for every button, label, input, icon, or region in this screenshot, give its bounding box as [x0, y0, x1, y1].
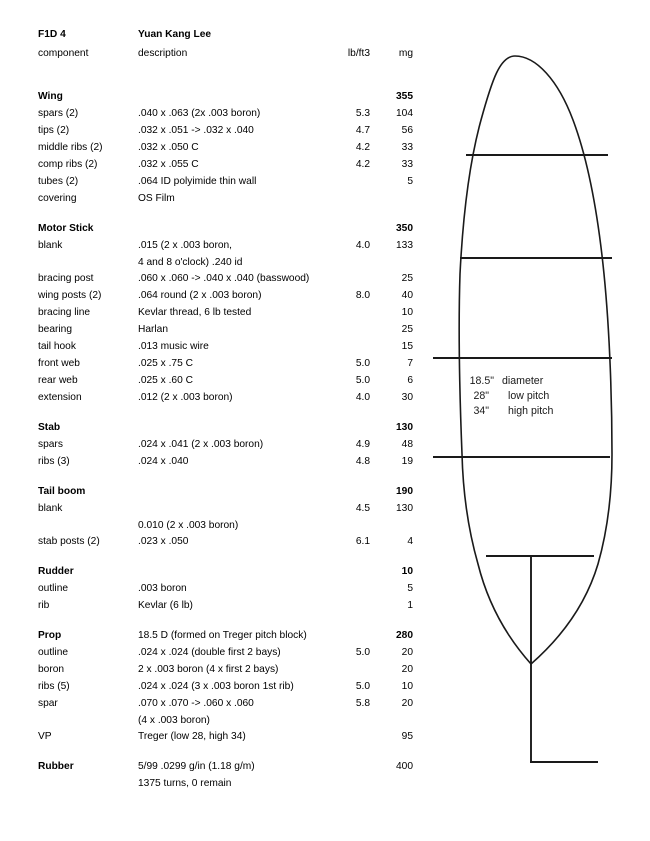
row-density [330, 194, 370, 211]
row-mass: 33 [401, 142, 413, 153]
row-density: 5.0 [355, 681, 370, 692]
section-name: Prop [38, 630, 62, 641]
table-row [38, 457, 413, 474]
row-mass: 20 [401, 664, 413, 675]
row-density: 4.8 [355, 456, 370, 467]
section-spacer [38, 554, 413, 567]
row-component: blank [38, 240, 63, 251]
section-description [138, 224, 330, 241]
row-density: 4.2 [355, 159, 370, 170]
row-mass: 10 [401, 681, 413, 692]
row-density: 5.8 [355, 698, 370, 709]
row-mass [370, 258, 413, 274]
table-row-continuation [38, 258, 413, 274]
row-component: front web [38, 358, 80, 369]
section-description [138, 487, 330, 504]
row-description: OS Film [138, 193, 175, 204]
row-component: extension [38, 392, 82, 403]
table-row [38, 109, 413, 126]
row-density: 6.1 [355, 536, 370, 547]
section-total-mass: 190 [396, 486, 413, 497]
spacer-cell [138, 474, 330, 487]
section-spacer [38, 79, 413, 92]
section-name: Stab [38, 422, 61, 433]
row-density: 4.7 [355, 125, 370, 136]
row-mass [370, 716, 413, 732]
row-description: 2 x .003 boron (4 x first 2 bays) [138, 664, 279, 675]
row-description: 0.010 (2 x .003 boron) [138, 520, 239, 531]
section-total-mass: 355 [396, 91, 413, 102]
row-mass: 10 [401, 307, 413, 318]
row-description: Kevlar (6 lb) [138, 600, 193, 611]
spacer-cell [330, 474, 370, 487]
section-density [330, 567, 370, 584]
row-mass: 130 [396, 503, 413, 514]
spacer-cell [330, 211, 370, 224]
row-component: tubes (2) [38, 176, 79, 187]
table-row [38, 665, 413, 682]
prop-annotation-label-0: diameter [502, 375, 544, 387]
row-density [330, 258, 370, 274]
row-mass: 48 [401, 439, 413, 450]
title-spacer-mass [370, 30, 413, 49]
row-component: blank [38, 503, 63, 514]
table-row [38, 160, 413, 177]
table-row [38, 291, 413, 308]
row-density [330, 308, 370, 325]
table-row [38, 342, 413, 359]
prop-annotation-label-1: low pitch [508, 390, 550, 402]
document-title-row [38, 30, 413, 49]
row-mass: 15 [401, 341, 413, 352]
row-mass: 133 [396, 240, 413, 251]
row-density: 5.0 [355, 375, 370, 386]
row-component [38, 716, 138, 732]
table-row [38, 537, 413, 554]
row-component: comp ribs (2) [38, 159, 98, 170]
row-mass [370, 779, 413, 795]
section-description [138, 567, 330, 584]
row-description: .024 x .041 (2 x .003 boron) [138, 439, 264, 450]
row-description: .024 x .040 [138, 456, 189, 467]
table-row [38, 194, 413, 211]
specification-sheet [38, 30, 413, 795]
row-component: spar [38, 698, 58, 709]
row-mass: 19 [401, 456, 413, 467]
row-mass: 5 [407, 583, 413, 594]
row-density: 5.0 [355, 647, 370, 658]
row-description: .013 music wire [138, 341, 209, 352]
table-row [38, 584, 413, 601]
row-description: (4 x .003 boron) [138, 715, 210, 726]
table-row [38, 241, 413, 258]
blade-outline-path [459, 56, 612, 664]
row-mass: 95 [401, 731, 413, 742]
row-mass [370, 521, 413, 537]
row-component: wing posts (2) [38, 290, 102, 301]
table-row [38, 732, 413, 749]
row-mass: 40 [401, 290, 413, 301]
table-row [38, 177, 413, 194]
section-total-mass: 400 [396, 761, 413, 772]
table-row [38, 504, 413, 521]
section-name: Wing [38, 91, 63, 102]
document-author: Yuan Kang Lee [138, 29, 212, 40]
row-mass: 104 [396, 108, 413, 119]
prop-annotation-value-0: 18.5" [469, 375, 494, 387]
column-header-row [38, 49, 413, 79]
row-description: .064 ID polyimide thin wall [138, 176, 257, 187]
row-description: .040 x .063 (2x .003 boron) [138, 108, 261, 119]
row-mass: 25 [401, 273, 413, 284]
column-header-density: lb/ft3 [347, 48, 370, 59]
row-description [138, 504, 330, 521]
table-row-continuation [38, 716, 413, 732]
row-mass: 6 [407, 375, 413, 386]
row-description: .070 x .070 -> .060 x .060 [138, 698, 254, 709]
row-description: .023 x .050 [138, 536, 189, 547]
row-component: rear web [38, 375, 78, 386]
column-header-description: description [138, 48, 188, 59]
spacer-cell [330, 410, 370, 423]
row-mass: 30 [401, 392, 413, 403]
spacer-cell [330, 749, 370, 762]
column-header-component: component [38, 48, 89, 59]
row-component: spars (2) [38, 108, 79, 119]
prop-annotation-value-2: 34" [473, 405, 489, 417]
propeller-blade-drawing [418, 24, 638, 784]
row-component: ribs (3) [38, 456, 70, 467]
section-density [330, 631, 370, 648]
table-row [38, 393, 413, 410]
section-density [330, 423, 370, 440]
row-component: outline [38, 647, 69, 658]
row-density [330, 732, 370, 749]
table-row [38, 601, 413, 618]
row-description: .024 x .024 (double first 2 bays) [138, 647, 281, 658]
row-component: bearing [38, 324, 72, 335]
row-description: .003 boron [138, 583, 187, 594]
section-header-row [38, 567, 413, 584]
row-description: .012 (2 x .003 boron) [138, 392, 233, 403]
table-row [38, 440, 413, 457]
spacer-cell [138, 410, 330, 423]
row-component [38, 779, 138, 795]
section-total-mass: 350 [396, 223, 413, 234]
table-row [38, 648, 413, 665]
row-component: bracing line [38, 307, 91, 318]
section-header-row [38, 92, 413, 109]
table-row [38, 359, 413, 376]
row-mass: 7 [407, 358, 413, 369]
table-row [38, 682, 413, 699]
row-component [38, 258, 138, 274]
table-row [38, 376, 413, 393]
spacer-cell [330, 618, 370, 631]
section-spacer [38, 474, 413, 487]
row-mass: 20 [401, 647, 413, 658]
row-mass: 33 [401, 159, 413, 170]
row-description: 1375 turns, 0 remain [138, 778, 232, 789]
row-component: middle ribs (2) [38, 142, 103, 153]
row-component: rib [38, 600, 50, 611]
row-description: .025 x .75 C [138, 358, 193, 369]
section-total-mass: 130 [396, 422, 413, 433]
row-density: 4.0 [355, 392, 370, 403]
row-density: 5.3 [355, 108, 370, 119]
spacer-cell [330, 79, 370, 92]
section-density [330, 92, 370, 109]
row-density: 5.0 [355, 358, 370, 369]
spacer-cell [138, 79, 330, 92]
row-density [330, 342, 370, 359]
section-spacer [38, 410, 413, 423]
row-component: bracing post [38, 273, 94, 284]
row-description: Kevlar thread, 6 lb tested [138, 307, 252, 318]
row-description: .015 (2 x .003 boron, [138, 240, 233, 251]
row-component: tail hook [38, 341, 76, 352]
row-density [330, 177, 370, 194]
row-component [38, 521, 138, 537]
section-name: Tail boom [38, 486, 86, 497]
table-row [38, 325, 413, 342]
row-density: 4.5 [355, 503, 370, 514]
section-density [330, 487, 370, 504]
row-component: stab posts (2) [38, 536, 100, 547]
spacer-cell [138, 211, 330, 224]
row-density [330, 584, 370, 601]
spacer-cell [138, 554, 330, 567]
row-component: ribs (5) [38, 681, 70, 692]
section-header-row [38, 423, 413, 440]
table-row [38, 699, 413, 716]
section-header-row [38, 631, 413, 648]
row-description: .064 round (2 x .003 boron) [138, 290, 262, 301]
row-description: .060 x .060 -> .040 x .040 (basswood) [138, 273, 310, 284]
section-name: Rudder [38, 566, 74, 577]
row-density [330, 665, 370, 682]
row-description: Harlan [138, 324, 169, 335]
row-mass: 1 [407, 600, 413, 611]
row-mass [370, 194, 413, 211]
section-description [138, 92, 330, 109]
table-body [38, 30, 413, 795]
section-total-mass: 10 [401, 566, 413, 577]
row-description: .032 x .050 C [138, 142, 199, 153]
spacer-cell [330, 554, 370, 567]
row-description: .025 x .60 C [138, 375, 193, 386]
specification-table [38, 30, 413, 795]
row-density [330, 325, 370, 342]
row-component: outline [38, 583, 69, 594]
row-component: covering [38, 193, 77, 204]
document-title: F1D 4 [38, 29, 66, 40]
row-mass: 4 [407, 536, 413, 547]
row-description: 4 and 8 o'clock) .240 id [138, 257, 243, 268]
row-density [330, 601, 370, 618]
row-mass: 56 [401, 125, 413, 136]
table-row [38, 126, 413, 143]
row-description: Treger (low 28, high 34) [138, 731, 246, 742]
section-header-row [38, 762, 413, 779]
section-description: 18.5 D (formed on Treger pitch block) [138, 630, 307, 641]
section-description [138, 423, 330, 440]
row-description: .032 x .055 C [138, 159, 199, 170]
section-density [330, 224, 370, 241]
row-density [330, 274, 370, 291]
row-mass: 25 [401, 324, 413, 335]
table-row-continuation [38, 521, 413, 537]
row-component: tips (2) [38, 125, 70, 136]
row-density [330, 779, 370, 795]
table-row-continuation [38, 779, 413, 795]
section-name: Rubber [38, 761, 74, 772]
row-density: 4.0 [355, 240, 370, 251]
section-total-mass: 280 [396, 630, 413, 641]
prop-annotation-group [470, 375, 554, 417]
row-density [330, 521, 370, 537]
section-header-row [38, 487, 413, 504]
section-spacer [38, 211, 413, 224]
row-density: 4.9 [355, 439, 370, 450]
prop-annotation-value-1: 28" [473, 390, 489, 402]
section-density [330, 762, 370, 779]
row-density: 8.0 [355, 290, 370, 301]
table-row [38, 143, 413, 160]
row-component: spars [38, 439, 63, 450]
prop-annotation-label-2: high pitch [508, 405, 554, 417]
table-row [38, 274, 413, 291]
row-density [330, 716, 370, 732]
row-density: 4.2 [355, 142, 370, 153]
title-spacer-density [330, 30, 370, 49]
row-mass: 20 [401, 698, 413, 709]
column-header-mass: mg [398, 48, 413, 59]
table-row [38, 308, 413, 325]
section-name: Motor Stick [38, 223, 94, 234]
row-component: VP [38, 731, 52, 742]
section-header-row [38, 224, 413, 241]
section-description: 5/99 .0299 g/in (1.18 g/m) [138, 761, 255, 772]
row-mass: 5 [407, 176, 413, 187]
row-description: .024 x .024 (3 x .003 boron 1st rib) [138, 681, 294, 692]
row-component: boron [38, 664, 65, 675]
row-description: .032 x .051 -> .032 x .040 [138, 125, 254, 136]
